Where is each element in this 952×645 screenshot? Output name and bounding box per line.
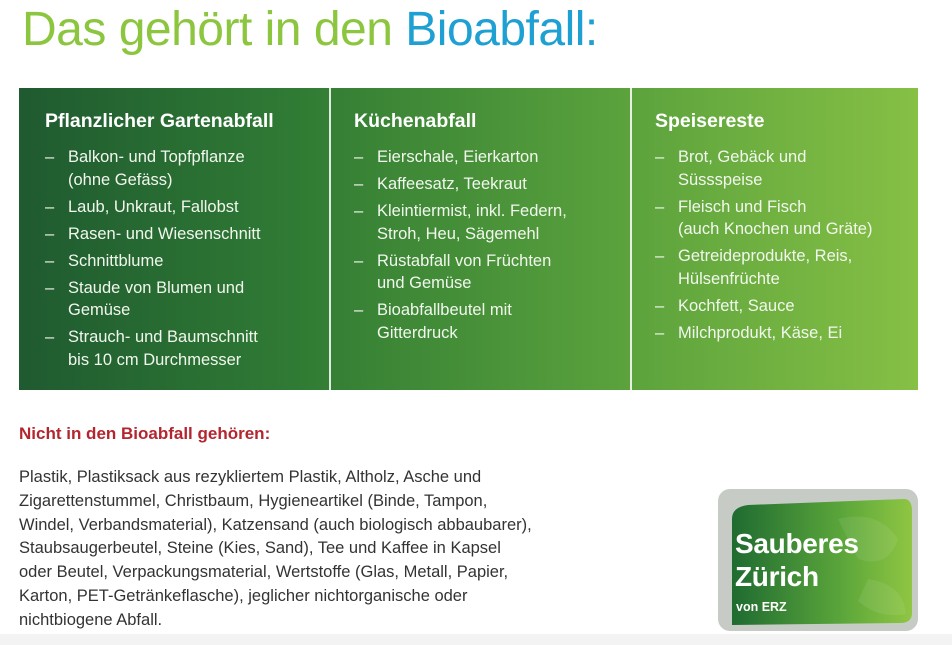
list-item xyxy=(45,277,329,322)
logo-subtitle: von ERZ xyxy=(736,600,787,614)
list-item-line: Rasen- und Wiesenschnitt xyxy=(68,224,261,243)
list-item xyxy=(45,196,329,219)
item-list xyxy=(354,146,630,344)
list-item-line: (ohne Gefäss) xyxy=(68,170,173,189)
list-item-line: und Gemüse xyxy=(377,274,472,292)
list-item-line: Kleintiermist, inkl. Federn, xyxy=(377,202,567,220)
not-allowed-text xyxy=(19,466,639,633)
sauberes-zuerich-logo-icon xyxy=(718,489,918,631)
list-item xyxy=(45,223,329,246)
item-list xyxy=(45,146,329,371)
not-allowed-line: Plastik, Plastiksack aus rezykliertem Plastik, Altholz, Asche und xyxy=(19,468,482,486)
not-allowed-line: Zigarettenstummel, Christbaum, Hygieneartikel (Binde, Tampon, xyxy=(19,491,488,510)
allowed-waste-panel xyxy=(19,88,918,390)
list-item xyxy=(45,250,329,273)
list-item-line: Milchprodukt, Käse, Ei xyxy=(678,323,843,342)
not-allowed-line: oder Beutel, Verpackungsmaterial, Wertstoffe (Glas, Metall, Papier, xyxy=(19,563,509,582)
list-item xyxy=(354,299,630,344)
column-garden-waste xyxy=(19,88,329,390)
list-item xyxy=(354,146,630,169)
list-item-line: Getreideprodukte, Reis, xyxy=(678,247,853,265)
list-item-line: Kaffeesatz, Teekraut xyxy=(377,175,527,193)
title-part1: Das gehört in den xyxy=(22,3,393,56)
not-allowed-line: nichtbiogene Abfall. xyxy=(19,610,163,629)
list-item xyxy=(655,322,918,345)
list-item xyxy=(45,326,329,371)
list-item-line: Bioabfallbeutel mit xyxy=(377,301,512,319)
list-item-line: Gemüse xyxy=(68,301,131,319)
list-item-line: Laub, Unkraut, Fallobst xyxy=(68,197,239,216)
list-item-line: (auch Knochen und Gräte) xyxy=(678,220,873,238)
not-allowed-heading: Nicht in den Bioabfall gehören: xyxy=(19,424,271,443)
list-item xyxy=(655,245,918,290)
column-food-leftovers xyxy=(630,88,918,390)
column-title: Speisereste xyxy=(655,110,765,132)
title-part2: Bioabfall: xyxy=(405,3,598,56)
list-item-line: bis 10 cm Durchmesser xyxy=(68,350,242,369)
list-item xyxy=(655,295,918,318)
list-item xyxy=(354,173,630,196)
column-title: Pflanzlicher Gartenabfall xyxy=(45,110,274,132)
column-kitchen-waste xyxy=(329,88,630,390)
list-item-line: Brot, Gebäck und xyxy=(678,148,807,166)
list-item xyxy=(655,196,918,241)
list-item-line: Strauch- und Baumschnitt xyxy=(68,328,258,346)
logo-line1: Sauberes xyxy=(735,528,859,559)
not-allowed-line: Staubsaugerbeutel, Steine (Kies, Sand), Tee und Kaffee in Kapsel xyxy=(19,539,501,558)
list-item xyxy=(45,146,329,191)
list-item-line: Gitterdruck xyxy=(377,323,458,342)
list-item xyxy=(655,146,918,191)
bottom-strip xyxy=(0,634,952,645)
list-item-line: Süssspeise xyxy=(678,170,763,189)
not-allowed-line: Windel, Verbandsmaterial), Katzensand (auch biologisch abbaubarer), xyxy=(19,515,532,534)
not-allowed-line: Karton, PET-Getränkeflasche), jeglicher nichtorganische oder xyxy=(19,586,468,605)
list-item-line: Schnittblume xyxy=(68,251,164,270)
logo-line2: Zürich xyxy=(735,561,819,592)
list-item xyxy=(354,250,630,295)
list-item-line: Stroh, Heu, Sägemehl xyxy=(377,224,540,243)
list-item-line: Staude von Blumen und xyxy=(68,278,245,297)
list-item-line: Rüstabfall von Früchten xyxy=(377,251,552,270)
list-item-line: Fleisch und Fisch xyxy=(678,197,807,216)
item-list xyxy=(655,146,918,344)
list-item-line: Kochfett, Sauce xyxy=(678,296,795,315)
list-item-line: Balkon- und Topfpflanze xyxy=(68,148,245,166)
list-item-line: Eierschale, Eierkarton xyxy=(377,148,539,166)
page-title xyxy=(22,0,598,60)
list-item-line: Hülsenfrüchte xyxy=(678,269,780,288)
list-item xyxy=(354,200,630,245)
column-title: Küchenabfall xyxy=(354,110,477,132)
